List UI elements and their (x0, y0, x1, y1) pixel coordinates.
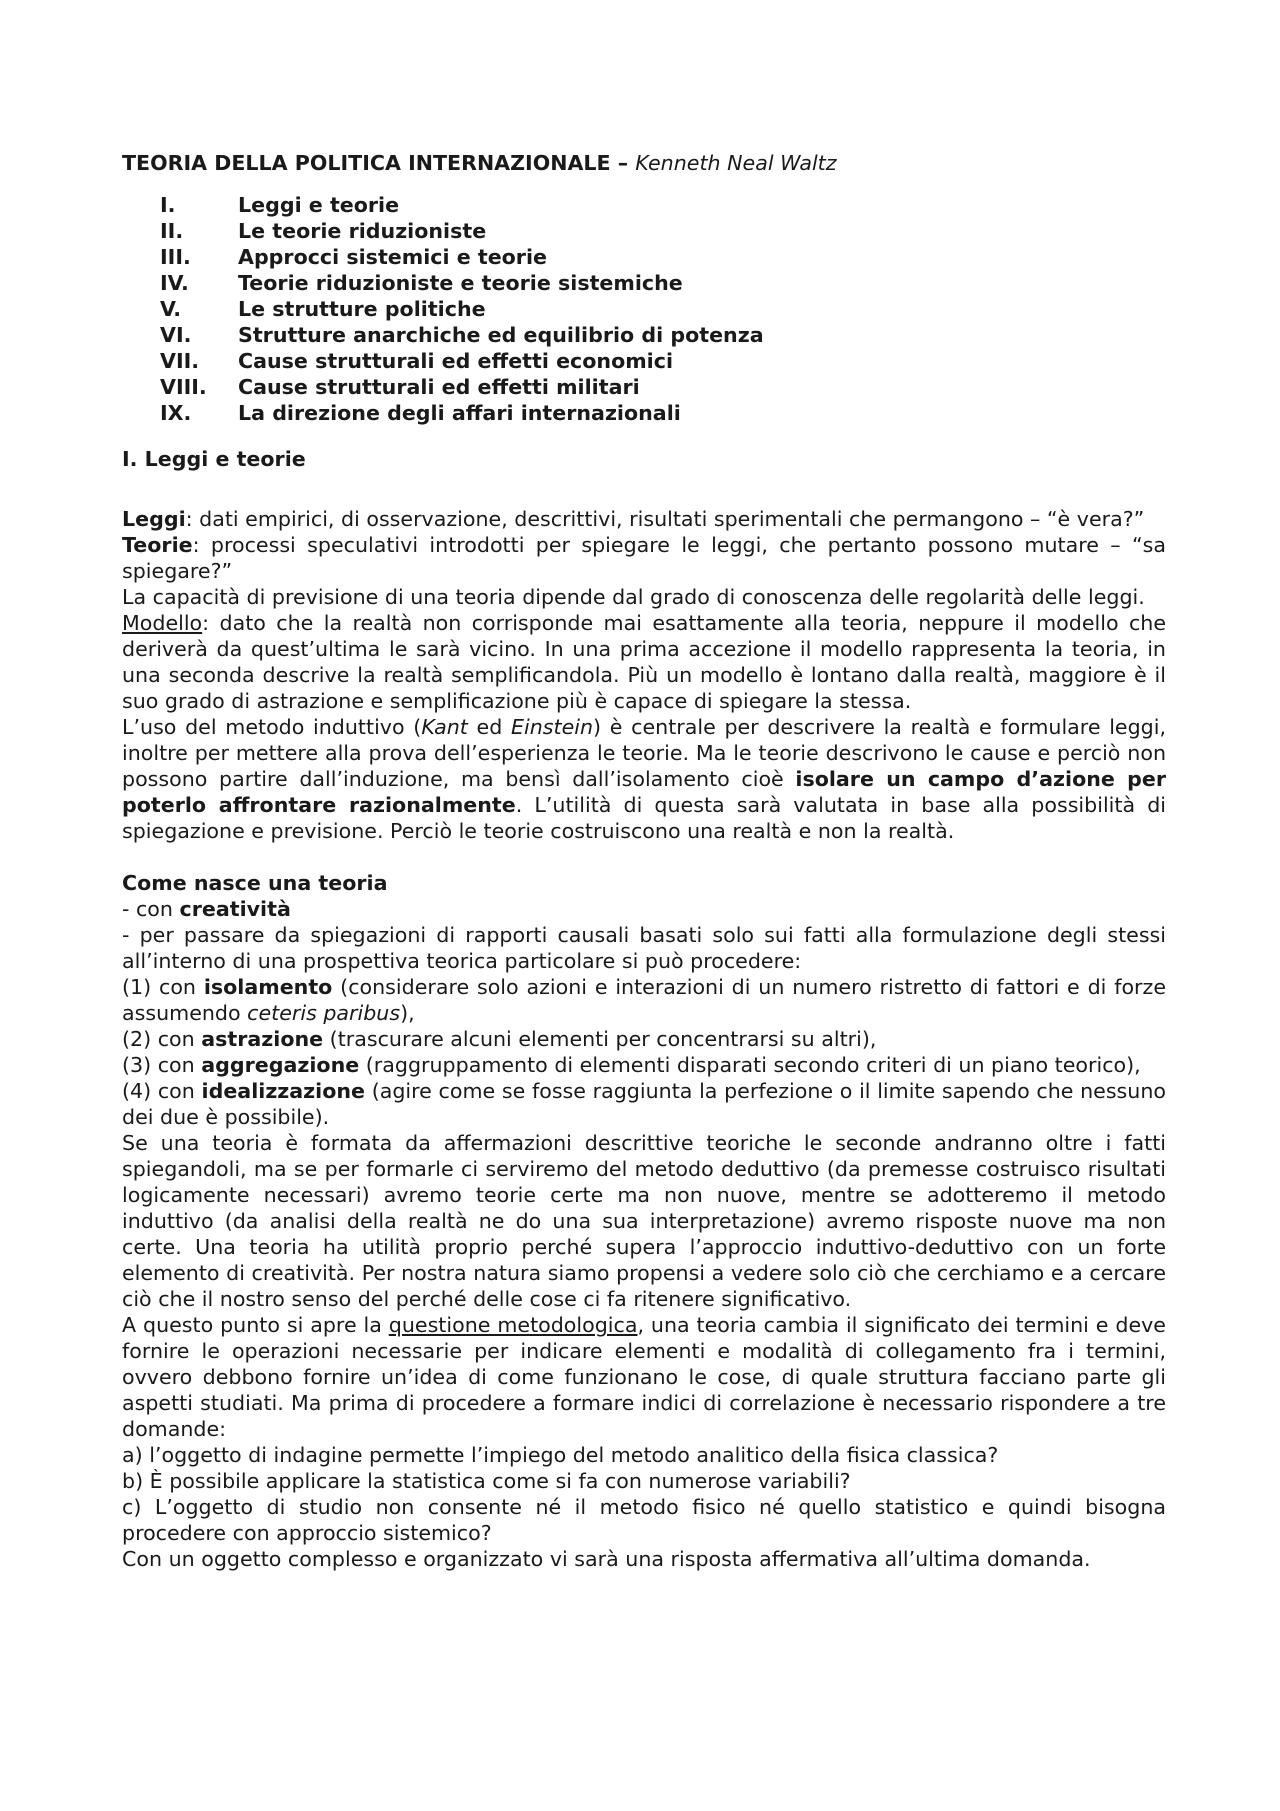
toc-label: Teorie riduzioniste e teorie sistemiche (238, 271, 683, 295)
item-text: (raggruppamento di elementi disparati secondo criteri di un piano teorico), (359, 1053, 1141, 1077)
item-passare: - per passare da spiegazioni di rapporti causali basati solo sui fatti alla formulazione degli stessi all’interno di una prospettiva teorica particolare si può procedere: (122, 923, 1166, 973)
term-modello: Modello (122, 611, 203, 635)
text-leggi: : dati empirici, di osservazione, descrittivi, risultati sperimentali che permangono – “è vera?” (185, 507, 1145, 531)
document-title (122, 150, 1166, 176)
text-q: , una teoria cambia il significato dei termini e deve fornire le operazioni necessarie per indicare elementi e modalità di collegamento fra i termini, ovvero debbono fornire un’idea di come funzionano le cose, di quale struttura facciano parte gli aspetti studiati. Ma prima di procedere a formare indici di correlazione è necessario rispondere a tre domande: (122, 1313, 1166, 1441)
item-end: ), (400, 1001, 415, 1025)
item-prefix: (3) con (122, 1053, 202, 1077)
item-prefix: (2) con (122, 1027, 202, 1051)
dash-prefix: - con (122, 897, 180, 921)
toc-item (160, 400, 1166, 426)
toc-number: IV. (160, 271, 189, 295)
toc-item (160, 348, 1166, 374)
term-creativita: creatività (179, 897, 291, 921)
toc-label: Le strutture politiche (238, 297, 486, 321)
name-einstein: Einstein (511, 715, 594, 739)
paragraph-metodo-induttivo (122, 714, 1166, 844)
toc-number: I. (160, 193, 176, 217)
toc-number: V. (160, 297, 182, 321)
item-text: (trascurare alcuni elementi per concentrarsi su altri), (323, 1027, 877, 1051)
toc-item (160, 296, 1166, 322)
toc-number: II. (160, 219, 184, 243)
question-c: c) L’oggetto di studio non consente né il metodo fisico né quello statistico e quindi bisogna procedere con approccio sistemico? (122, 1495, 1166, 1545)
item-idealizzazione (122, 1078, 1166, 1130)
text-teorie: : processi speculativi introdotti per spiegare le leggi, che pertanto possono mutare – “sa spiegare?” (122, 533, 1166, 583)
question-a: a) l’oggetto di indagine permette l’impiego del metodo analitico della fisica classica? (122, 1443, 999, 1467)
toc-item (160, 270, 1166, 296)
name-kant: Kant (421, 715, 468, 739)
paragraph-se-una-teoria: Se una teoria è formata da affermazioni descrittive teoriche le seconde andranno oltre i fatti spiegandoli, ma se per formarle ci serviremo del metodo deduttivo (da premesse costruisco risultati logicamente necessari) avremo teorie certe ma non nuove, mentre se adotteremo il metodo induttivo (da analisi della realtà ne do una sua interpretazione) avremo risposte nuove ma non certe. Una teoria ha utilità proprio perché supera l’approccio induttivo-deduttivo con un forte elemento di creatività. Per nostra natura siamo propensi a vedere solo ciò che cerchiamo e a cercare ciò che il nostro senso del perché delle cose ci fa ritenere significativo. (122, 1131, 1166, 1311)
table-of-contents (122, 192, 1166, 426)
toc-item (160, 218, 1166, 244)
term-teorie: Teorie (122, 533, 193, 557)
term-ceteris-paribus: ceteris paribus (247, 1001, 401, 1025)
toc-label: Approcci sistemici e teorie (238, 245, 547, 269)
term-aggregazione: aggregazione (201, 1053, 360, 1077)
item-astrazione (122, 1026, 1166, 1052)
title-dash: – (610, 151, 636, 175)
paragraph-conclusion: Con un oggetto complesso e organizzato vi sarà una risposta affermativa all’ultima domanda. (122, 1547, 1091, 1571)
toc-item (160, 322, 1166, 348)
toc-label: Cause strutturali ed effetti militari (238, 375, 640, 399)
text-uso-1: L’uso del metodo induttivo ( (122, 715, 422, 739)
item-text: (agire come se fosse raggiunta la perfezione o il limite sapendo che nessuno dei due è possibile). (122, 1079, 1166, 1129)
term-leggi: Leggi (122, 507, 186, 531)
toc-label: Le teorie riduzioniste (238, 219, 487, 243)
paragraph-questione-metodologica (122, 1312, 1166, 1442)
paragraph-previsione: La capacità di previsione di una teoria dipende dal grado di conoscenza delle regolarità delle leggi. (122, 585, 1145, 609)
item-text: (considerare solo azioni e interazioni di un numero ristretto di fattori e di forze assumendo (122, 975, 1166, 1025)
toc-label: La direzione degli affari internazionali (238, 401, 681, 425)
item-aggregazione (122, 1052, 1166, 1078)
toc-number: VII. (160, 349, 200, 373)
question-b: b) È possibile applicare la statistica come si fa con numerose variabili? (122, 1469, 851, 1493)
text-q-pre: A questo punto si apre la (122, 1313, 389, 1337)
text-ed: ed (467, 715, 511, 739)
paragraph-teorie (122, 532, 1166, 584)
section-heading-leggi-e-teorie: I. Leggi e teorie (122, 447, 306, 471)
toc-label: Strutture anarchiche ed equilibrio di potenza (238, 323, 764, 347)
toc-number: IX. (160, 401, 192, 425)
paragraph-leggi (122, 506, 1166, 532)
text-uso-3: . L’utilità di questa sarà valutata in base alla possibilità di spiegazione e previsione. Perciò le teorie costruiscono una realtà e non la realtà. (122, 793, 1166, 843)
toc-label: Cause strutturali ed effetti economici (238, 349, 674, 373)
document-page (122, 150, 1166, 1572)
emphasis-isolare: isolare un campo d’azione per poterlo affrontare razionalmente (122, 767, 1166, 817)
item-prefix: (4) con (122, 1079, 202, 1103)
section-heading-come-nasce (122, 870, 1166, 896)
text-uso-2: ) è centrale per descrivere la realtà e formulare leggi, inoltre per mettere alla prova dell’esperienza le teorie. Ma le teorie descrivono le cause e perciò non possono partire dall’induzione, ma bensì dall’isolamento cioè (122, 715, 1166, 791)
item-creativita (122, 896, 1166, 922)
toc-number: III. (160, 245, 191, 269)
toc-item (160, 244, 1166, 270)
spacer (122, 844, 1166, 870)
title-text: TEORIA DELLA POLITICA INTERNAZIONALE (122, 151, 611, 175)
toc-item (160, 374, 1166, 400)
item-prefix: (1) con (122, 975, 204, 999)
term-isolamento: isolamento (203, 975, 333, 999)
author-name: Kenneth Neal Waltz (635, 151, 837, 175)
term-idealizzazione: idealizzazione (201, 1079, 366, 1103)
toc-number: VI. (160, 323, 192, 347)
term-astrazione: astrazione (201, 1027, 324, 1051)
toc-number: VIII. (160, 375, 207, 399)
term-questione-metodologica: questione metodologica (388, 1313, 638, 1337)
item-isolamento (122, 974, 1166, 1026)
heading-text: Come nasce una teoria (122, 871, 388, 895)
toc-item (160, 192, 1166, 218)
text-modello: : dato che la realtà non corrisponde mai esattamente alla teoria, neppure il modello che deriverà da quest’ultima le sarà vicino. In una prima accezione il modello rappresenta la teoria, in una seconda descrive la realtà semplificandola. Più un modello è lontano dalla realtà, maggiore è il suo grado di astrazione e semplificazione più è capace di spiegare la stessa. (122, 611, 1166, 713)
toc-label: Leggi e teorie (238, 193, 400, 217)
paragraph-modello (122, 610, 1166, 714)
